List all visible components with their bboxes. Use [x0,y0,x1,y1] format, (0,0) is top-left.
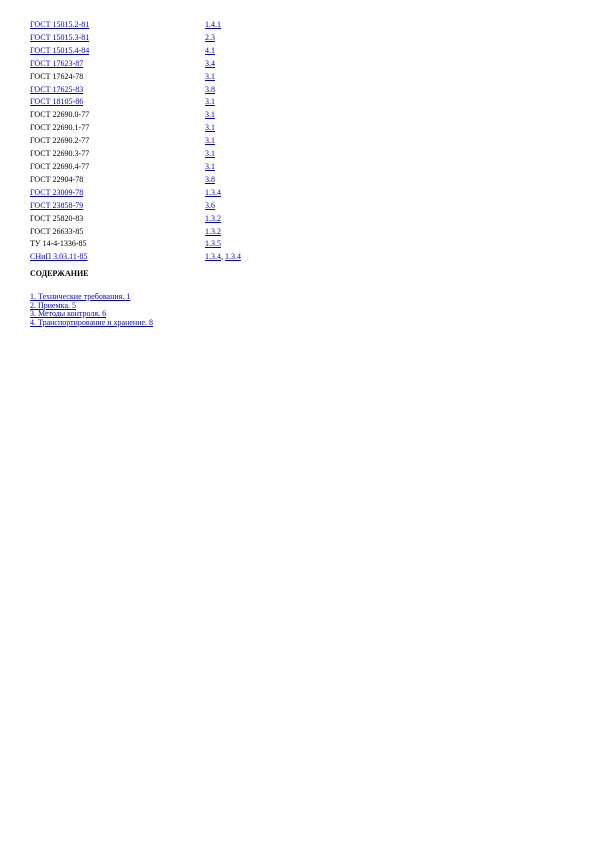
reference-doc-cell [28,187,205,200]
reference-doc-cell [28,251,205,264]
reference-row [28,148,325,161]
reference-row [28,84,325,97]
reference-clause-cell [205,71,325,84]
reference-row [28,71,325,84]
reference-clause-cell [205,187,325,200]
reference-doc-link[interactable]: ГОСТ 15015.2-81 [30,20,90,29]
reference-clause-cell [205,251,325,264]
reference-doc-cell [28,109,205,122]
reference-doc-text: ГОСТ 22690.2-77 [30,136,90,146]
reference-row [28,187,325,200]
reference-row [28,135,325,148]
reference-clause-cell [205,96,325,109]
reference-doc-link[interactable]: ГОСТ 23009-78 [30,187,84,197]
reference-row [28,19,325,32]
reference-clause-cell [205,148,325,161]
reference-doc-cell [28,19,205,32]
reference-clause-link[interactable]: 1.3.2 [205,213,221,223]
references-table-body [28,19,325,264]
clause-separator: , [221,252,225,262]
reference-row [28,251,325,264]
reference-doc-cell [28,238,205,251]
reference-row [28,226,325,239]
reference-clause-link[interactable]: 3.1 [205,71,215,81]
reference-doc-cell [28,135,205,148]
reference-doc-text: ГОСТ 22690.1-77 [30,123,90,133]
reference-clause-link[interactable]: 3.8 [205,174,215,184]
reference-row [28,238,325,251]
reference-clause-link[interactable]: 3.1 [205,161,215,171]
reference-doc-text: ГОСТ 26633-85 [30,226,84,236]
references-table [28,19,325,264]
reference-row [28,200,325,213]
reference-clause-link[interactable]: 3.4 [205,58,215,68]
toc-heading: СОДЕРЖАНИЕ [30,269,89,278]
reference-doc-cell [28,148,205,161]
reference-row [28,32,325,45]
reference-clause-link[interactable]: 3.1 [205,136,215,146]
toc-link-transport-storage[interactable]: 4. Транспортирование и хранение. 8 [30,317,154,327]
toc-item [30,319,153,328]
reference-doc-cell [28,58,205,71]
reference-clause-cell [205,200,325,213]
reference-clause-cell [205,58,325,71]
reference-clause-cell [205,19,325,32]
reference-doc-text: ГОСТ 22690.4-77 [30,161,90,171]
reference-doc-text: ГОСТ 17624-78 [30,71,84,81]
reference-clause-link[interactable]: 1.3.5 [205,239,221,249]
reference-clause-link[interactable]: 1.3.4 [205,187,221,197]
reference-clause-link[interactable]: 1.3.2 [205,226,221,236]
reference-clause-cell [205,161,325,174]
reference-doc-link[interactable]: ГОСТ 23858-79 [30,200,84,210]
reference-clause-link[interactable]: 2.3 [205,32,215,42]
reference-doc-text: ГОСТ 22690.3-77 [30,149,90,159]
reference-clause-link[interactable]: 3.1 [205,110,215,120]
reference-clause-cell [205,45,325,58]
reference-clause-link[interactable]: 3.1 [205,149,215,159]
reference-clause-cell [205,226,325,239]
reference-doc-cell [28,32,205,45]
reference-doc-cell [28,226,205,239]
reference-doc-text: ТУ 14-4-1336-85 [30,239,87,249]
reference-row [28,174,325,187]
reference-clause-cell [205,174,325,187]
reference-clause-link[interactable]: 3.8 [205,84,215,94]
reference-row [28,96,325,109]
reference-clause-cell [205,32,325,45]
reference-clause-link[interactable]: 3.6 [205,200,215,210]
reference-clause-link[interactable]: 3.1 [205,97,215,107]
reference-doc-cell [28,161,205,174]
reference-row [28,109,325,122]
reference-doc-cell [28,122,205,135]
reference-doc-text: ГОСТ 22690.0-77 [30,110,90,120]
reference-clause-link[interactable]: 1.4.1 [205,20,221,29]
reference-clause-cell [205,122,325,135]
toc-link-acceptance[interactable]: 2. Приемка. 5 [30,300,76,310]
reference-doc-text: ГОСТ 22904-78 [30,174,84,184]
reference-clause-cell [205,213,325,226]
toc-link-technical-requirements[interactable]: 1. Технические требования. 1 [30,292,131,301]
reference-doc-link[interactable]: ГОСТ 15015.3-81 [30,32,90,42]
reference-doc-cell [28,45,205,58]
reference-clause-cell [205,238,325,251]
toc-link-control-methods[interactable]: 3. Методы контроля. 6 [30,309,107,319]
reference-doc-link[interactable]: ГОСТ 17623-87 [30,58,84,68]
reference-row [28,213,325,226]
reference-clause-link[interactable]: 4.1 [205,45,215,55]
reference-doc-cell [28,71,205,84]
reference-doc-cell [28,200,205,213]
toc-list [30,293,153,327]
reference-doc-link[interactable]: ГОСТ 15015.4-84 [30,45,90,55]
reference-clause-cell [205,109,325,122]
reference-clause-link[interactable]: 1.3.4 [205,252,221,262]
reference-doc-cell [28,174,205,187]
reference-clause-cell [205,135,325,148]
reference-doc-link[interactable]: СНиП 3.03.11-85 [30,252,88,262]
reference-doc-link[interactable]: ГОСТ 18105-86 [30,97,84,107]
reference-doc-link[interactable]: ГОСТ 17625-83 [30,84,84,94]
reference-clause-cell [205,84,325,97]
reference-doc-cell [28,96,205,109]
reference-doc-cell [28,213,205,226]
reference-doc-cell [28,84,205,97]
reference-row [28,122,325,135]
reference-clause-link[interactable]: 3.1 [205,123,215,133]
reference-row [28,58,325,71]
reference-row [28,45,325,58]
reference-row [28,161,325,174]
reference-clause-link[interactable]: 1.3.4 [225,252,241,262]
reference-doc-text: ГОСТ 25820-83 [30,213,84,223]
